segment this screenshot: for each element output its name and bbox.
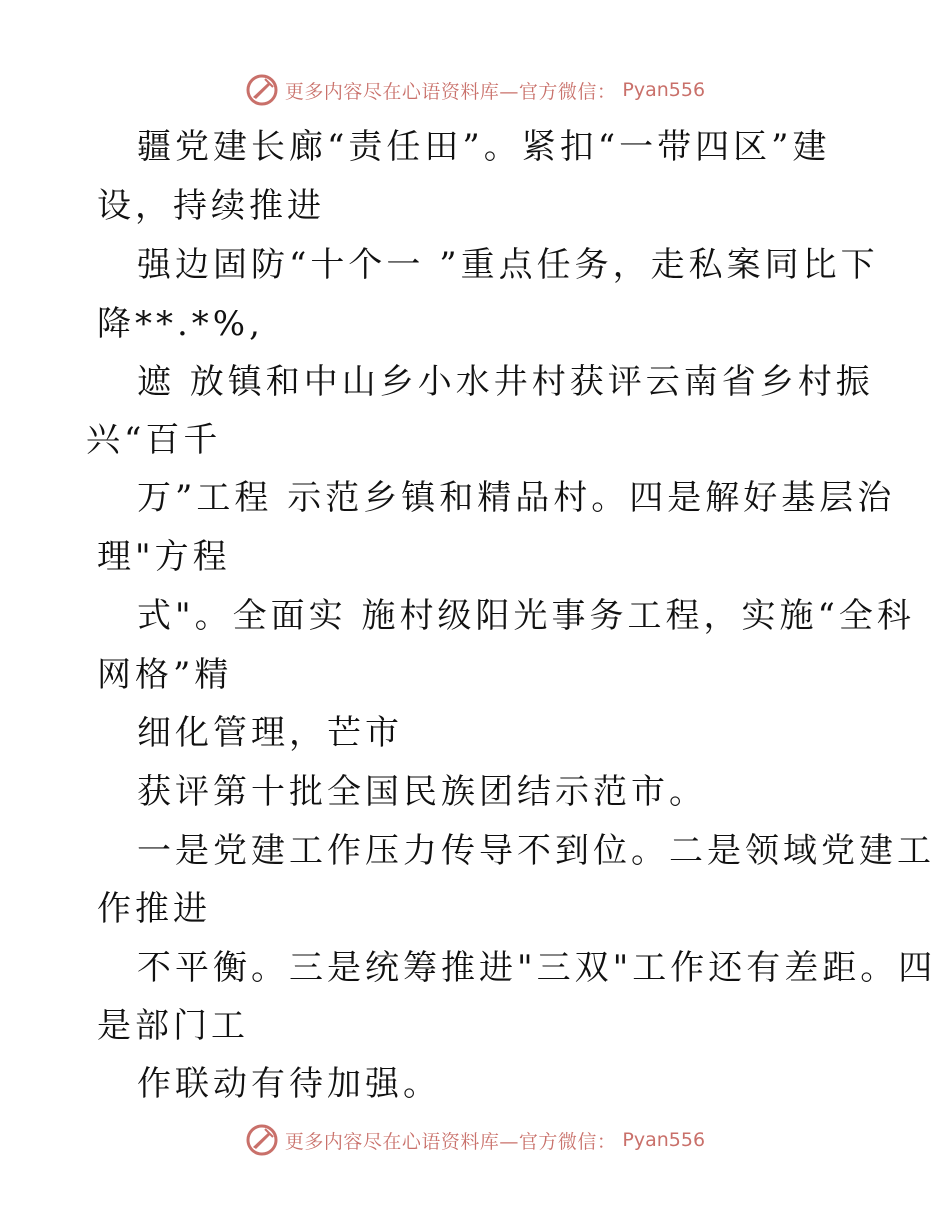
body-line: 是部门工	[97, 1006, 249, 1046]
body-line: 设，持续推进	[97, 186, 325, 226]
body-line: 降**.*%,	[97, 304, 264, 344]
body-line: 不平衡。三是统筹推进"三双"工作还有差距。四	[137, 948, 937, 988]
body-line: 理"方程	[97, 537, 231, 577]
body-line: 作推进	[97, 889, 211, 929]
body-line: 式"。全面实 施村级阳光事务工程，实施“全科	[137, 596, 915, 636]
body-line: 遮 放镇和中山乡小水井村获评云南省乡村振	[137, 362, 874, 402]
body-line: 一是党建工作压力传导不到位。二是领域党建工	[137, 831, 935, 871]
body-line: 强边固防“十个一 ”重点任务，走私案同比下	[137, 245, 879, 285]
footer-banner-inner	[245, 1123, 705, 1157]
body-line: 获评第十批全国民族团结示范市。	[137, 772, 707, 812]
body-line: 作联动有待加强。	[137, 1064, 441, 1104]
footer-banner	[0, 1120, 950, 1160]
header-banner-id: Pyan556	[622, 79, 706, 101]
quill-logo-icon	[245, 1123, 279, 1157]
body-line: 疆党建长廊“责任田”。紧扣“一带四区”建	[137, 127, 831, 167]
body-line: 细化管理，芒市	[137, 713, 403, 753]
header-banner-text: 更多内容尽在心语资料库—官方微信：	[284, 80, 617, 103]
body-line: 万”工程 示范乡镇和精品村。四是解好基层治	[137, 478, 896, 518]
footer-banner-id: Pyan556	[622, 1129, 706, 1151]
body-line: 网格”精	[97, 655, 233, 695]
body-line: 兴“百千	[86, 420, 222, 460]
footer-banner-text: 更多内容尽在心语资料库—官方微信：	[284, 1130, 617, 1153]
